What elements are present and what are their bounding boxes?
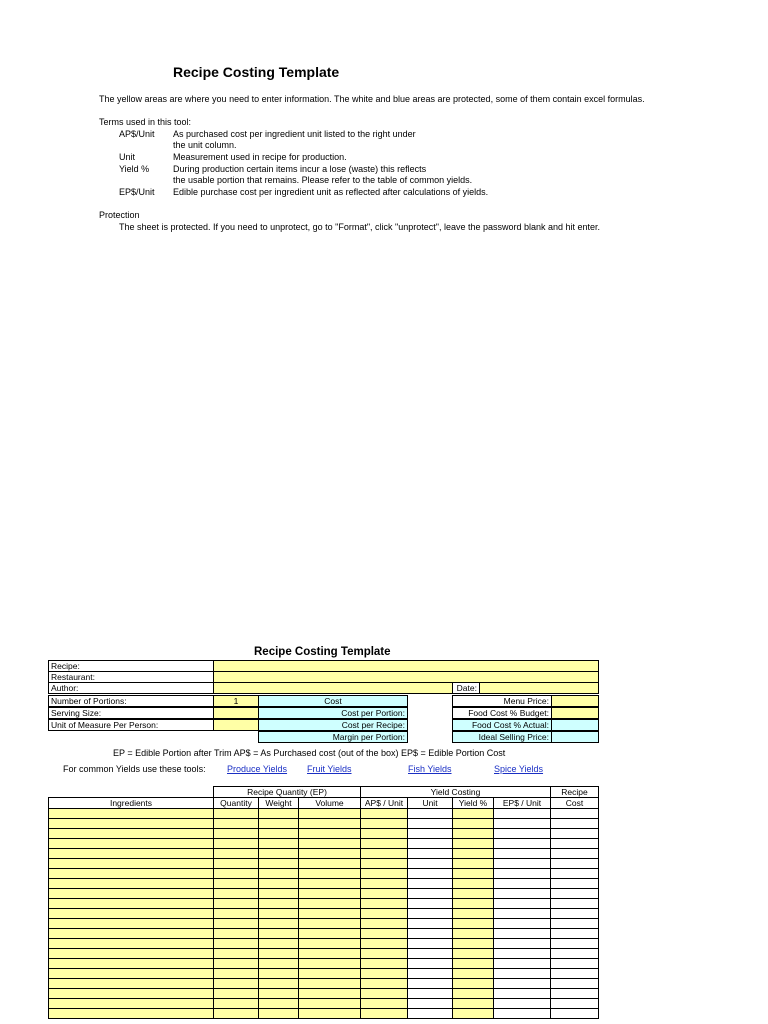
fish-yields-link[interactable]: Fish Yields (408, 764, 452, 774)
col-yield-pct: Yield % (452, 797, 494, 809)
uom-input[interactable] (213, 719, 259, 731)
quantity-cell[interactable] (213, 1008, 259, 1019)
protection-text: The sheet is protected. If you need to unprotect, go to "Format", click "unprotect", leave the password blank and hit enter. (119, 222, 601, 232)
author-input[interactable] (213, 682, 453, 694)
author-label: Author: (48, 682, 214, 694)
ideal-selling-price-label: Ideal Selling Price: (452, 731, 552, 743)
col-quantity: Quantity (213, 797, 259, 809)
produce-yields-link[interactable]: Produce Yields (227, 764, 288, 774)
portions-label: Number of Portions: (48, 695, 214, 707)
term-name: EP$/Unit (119, 187, 155, 197)
spice-yields-link[interactable]: Spice Yields (494, 764, 544, 774)
col-ingredients: Ingredients (48, 797, 214, 809)
unit-cell (407, 1008, 453, 1019)
restaurant-label: Restaurant: (48, 671, 214, 683)
legend-text: EP = Edible Portion after Trim AP$ = As Purchased cost (out of the box) EP$ = Edible Portion Cost (113, 748, 506, 758)
protection-heading: Protection (99, 210, 140, 220)
col-unit: Unit (407, 797, 453, 809)
term-definition: As purchased cost per ingredient unit listed to the right under (173, 129, 416, 139)
form-title: Recipe Costing Template (254, 646, 391, 658)
cost-per-recipe-label: Cost per Recipe: (258, 719, 408, 731)
term-definition: the unit column. (173, 140, 237, 150)
fruit-yields-link[interactable]: Fruit Yields (307, 764, 352, 774)
term-name: AP$/Unit (119, 129, 155, 139)
page-title: Recipe Costing Template (173, 64, 340, 80)
date-input[interactable] (479, 682, 599, 694)
ingredient-cell[interactable] (48, 1008, 214, 1019)
cost-cell (550, 1008, 599, 1019)
ideal-selling-price-value (551, 731, 599, 743)
term-definition: Edible purchase cost per ingredient unit as reflected after calculations of yields. (173, 187, 489, 197)
margin-per-portion-label: Margin per Portion: (258, 731, 408, 743)
volume-cell[interactable] (298, 1008, 361, 1019)
instruction-text: The yellow areas are where you need to enter information. The white and blue areas are protected, some of them contain excel formulas. (99, 94, 645, 104)
date-label: Date: (452, 682, 480, 694)
term-name: Yield % (119, 164, 150, 174)
food-cost-actual-label: Food Cost % Actual: (452, 719, 552, 731)
recipe-label: Recipe: (48, 660, 214, 672)
menu-price-input[interactable] (551, 695, 599, 707)
col-volume: Volume (298, 797, 361, 809)
food-cost-budget-input[interactable] (551, 707, 599, 719)
term-definition: Measurement used in recipe for production. (173, 152, 347, 162)
terms-heading: Terms used in this tool: (99, 117, 192, 127)
yields-prompt: For common Yields use these tools: (63, 764, 206, 774)
recipe-group-header: Recipe (550, 786, 599, 798)
uom-label: Unit of Measure Per Person: (48, 719, 214, 731)
yield-costing-group-header: Yield Costing (360, 786, 551, 798)
term-definition: the usable portion that remains. Please refer to the table of common yields. (173, 175, 473, 185)
term-definition: During production certain items incur a lose (waste) this reflects (173, 164, 427, 174)
serving-size-label: Serving Size: (48, 707, 214, 719)
cost-header: Cost (258, 695, 408, 707)
cost-per-portion-label: Cost per Portion: (258, 707, 408, 719)
col-ap-unit: AP$ / Unit (360, 797, 408, 809)
col-cost: Cost (550, 797, 599, 809)
col-ep-unit: EP$ / Unit (493, 797, 551, 809)
serving-size-input[interactable] (213, 707, 259, 719)
recipe-quantity-group-header: Recipe Quantity (EP) (213, 786, 361, 798)
food-cost-actual-value (551, 719, 599, 731)
portions-input[interactable]: 1 (213, 695, 259, 707)
ep-unit-cell (493, 1008, 551, 1019)
food-cost-budget-label: Food Cost % Budget: (452, 707, 552, 719)
ap-unit-cell[interactable] (360, 1008, 408, 1019)
yield-cell[interactable] (452, 1008, 494, 1019)
weight-cell[interactable] (258, 1008, 299, 1019)
term-name: Unit (119, 152, 136, 162)
col-weight: Weight (258, 797, 299, 809)
menu-price-label: Menu Price: (452, 695, 552, 707)
